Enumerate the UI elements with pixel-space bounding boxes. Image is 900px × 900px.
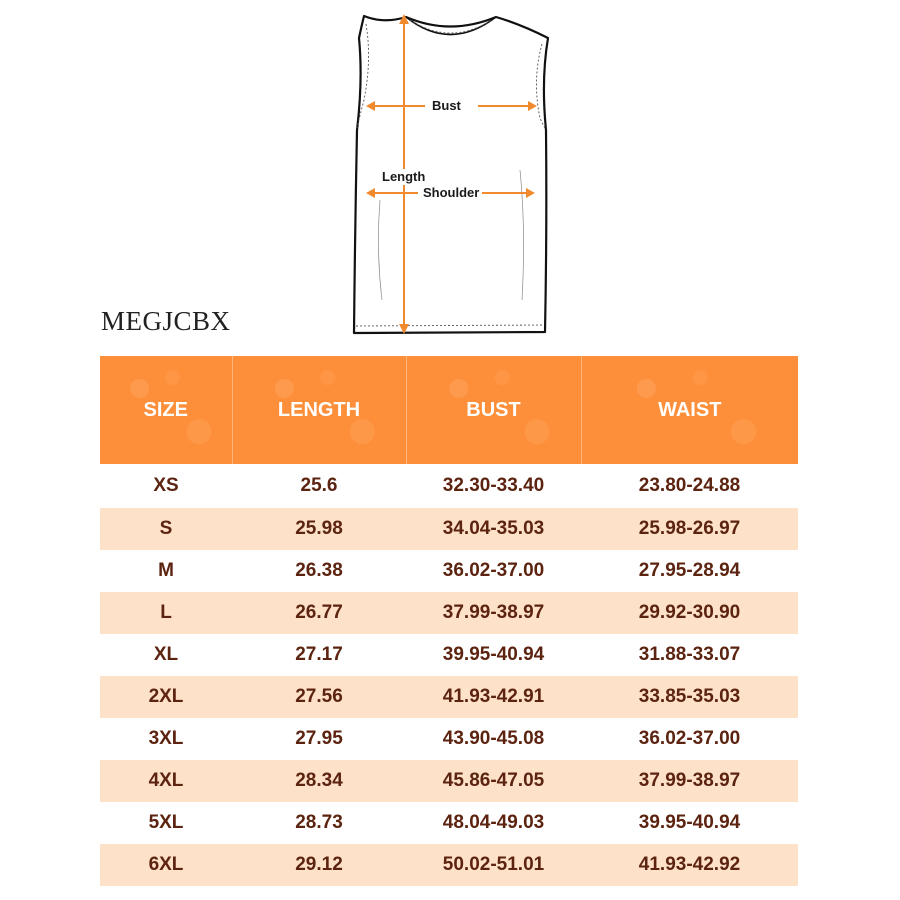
cell-waist: 31.88-33.07 [638,644,741,665]
table-row [100,592,798,634]
cell-size: XL [153,644,179,665]
cell-waist: 41.93-42.92 [581,844,798,886]
size-chart-table [100,356,798,886]
cell-size: 3XL [148,728,184,749]
cell-waist: 25.98-26.97 [581,508,798,550]
tank-top-outline-icon [0,0,900,345]
cell-bust: 50.02-51.01 [406,844,581,886]
cell-length: 27.95 [295,728,343,749]
table-header-row [100,356,798,464]
table-row [100,844,798,886]
cell-bust: 34.04-35.03 [406,508,581,550]
brand-name: MEGJCBX [101,306,231,336]
cell-bust: 32.30-33.40 [442,475,545,496]
table-row [100,464,798,508]
header-bust: BUST [406,356,581,464]
header-waist: WAIST [581,356,798,464]
table-row [100,676,798,718]
cell-length: 25.98 [232,508,406,550]
cell-waist: 39.95-40.94 [638,812,741,833]
cell-size: XS [153,475,179,496]
table-row [100,634,798,676]
cell-waist: 37.99-38.97 [581,760,798,802]
table-row [100,508,798,550]
cell-waist: 36.02-37.00 [638,728,741,749]
cell-length: 28.73 [295,812,343,833]
table-row [100,760,798,802]
cell-bust: 39.95-40.94 [442,644,545,665]
table-row [100,550,798,592]
cell-bust: 45.86-47.05 [406,760,581,802]
cell-length: 26.77 [232,592,406,634]
cell-waist: 33.85-35.03 [581,676,798,718]
cell-waist: 29.92-30.90 [581,592,798,634]
cell-bust: 37.99-38.97 [406,592,581,634]
length-label: Length [382,169,426,184]
header-size: SIZE [100,356,232,464]
cell-bust: 43.90-45.08 [442,728,545,749]
cell-length: 26.38 [295,560,343,581]
bust-label: Bust [432,98,461,113]
cell-size: 4XL [100,760,232,802]
cell-size: 6XL [100,844,232,886]
cell-waist: 27.95-28.94 [638,560,741,581]
cell-bust: 48.04-49.03 [442,812,545,833]
shoulder-label: Shoulder [423,185,480,200]
table-row [100,718,798,760]
cell-bust: 41.93-42.91 [406,676,581,718]
table-row [100,802,798,844]
cell-size: S [100,508,232,550]
cell-bust: 36.02-37.00 [442,560,545,581]
cell-length: 27.56 [232,676,406,718]
cell-waist: 23.80-24.88 [638,475,741,496]
cell-length: 25.6 [300,475,338,496]
cell-size: 2XL [100,676,232,718]
header-length: LENGTH [232,356,406,464]
cell-size: M [158,560,174,581]
cell-length: 28.34 [232,760,406,802]
cell-length: 27.17 [295,644,343,665]
cell-length: 29.12 [232,844,406,886]
tank-top-diagram [0,0,900,345]
cell-size: L [100,592,232,634]
cell-size: 5XL [148,812,184,833]
